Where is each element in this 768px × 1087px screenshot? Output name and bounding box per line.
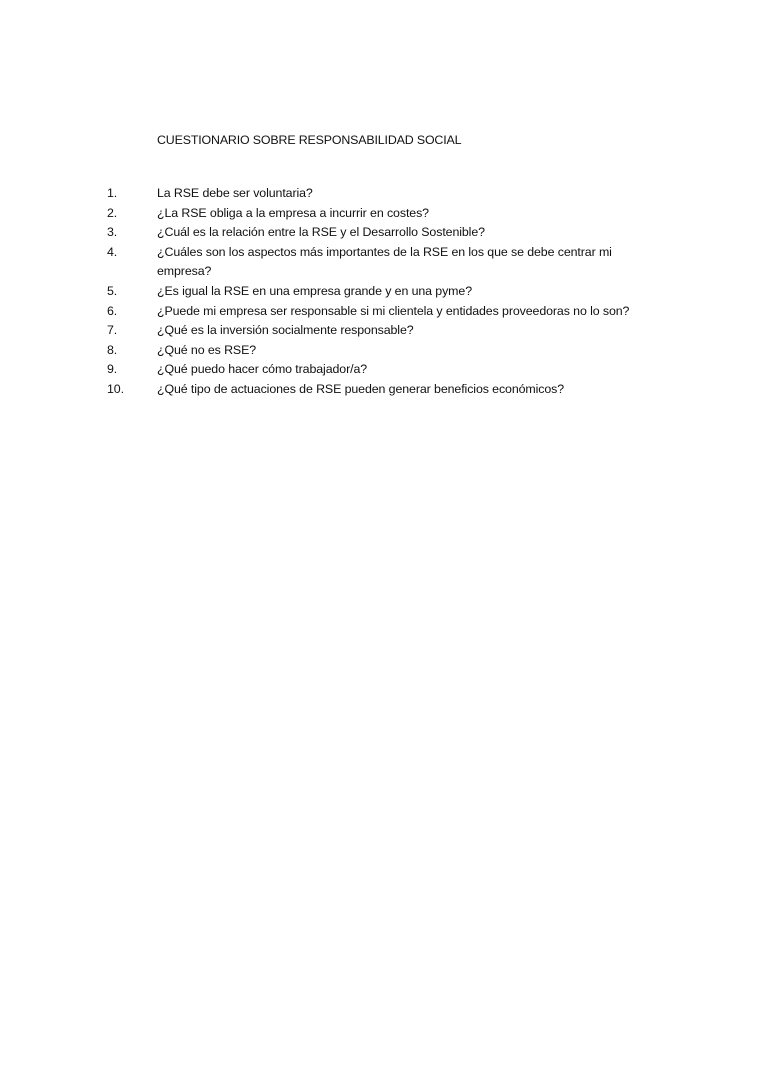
question-item <box>107 380 667 400</box>
question-number: 7. <box>107 323 118 338</box>
question-item <box>107 302 667 322</box>
question-number: 9. <box>107 362 118 377</box>
question-number: 3. <box>107 225 118 240</box>
question-number: 10. <box>107 381 124 396</box>
question-item <box>107 204 667 224</box>
question-text: ¿Puede mi empresa ser responsable si mi clientela y entidades proveedoras no lo son? <box>157 303 630 318</box>
question-item <box>107 341 667 361</box>
question-text: ¿Es igual la RSE en una empresa grande y en una pyme? <box>157 283 472 298</box>
question-item <box>107 223 667 243</box>
question-text: ¿La RSE obliga a la empresa a incurrir en costes? <box>157 205 429 220</box>
question-text: ¿Qué no es RSE? <box>157 342 257 357</box>
question-item <box>107 243 667 282</box>
question-number: 4. <box>107 244 118 259</box>
question-item <box>107 282 667 302</box>
question-number: 2. <box>107 205 118 220</box>
question-item <box>107 184 667 204</box>
question-number: 8. <box>107 342 118 357</box>
question-text: ¿Qué tipo de actuaciones de RSE pueden generar beneficios económicos? <box>157 381 565 396</box>
question-text: ¿Cuál es la relación entre la RSE y el Desarrollo Sostenible? <box>157 225 485 240</box>
question-list <box>107 184 667 400</box>
document-title: CUESTIONARIO SOBRE RESPONSABILIDAD SOCIAL <box>157 133 462 147</box>
question-text: ¿Cuáles son los aspectos más importantes de la RSE en los que se debe centrar mi empresa? <box>157 244 612 279</box>
question-number: 6. <box>107 303 118 318</box>
question-text: ¿Qué es la inversión socialmente responsable? <box>157 323 414 338</box>
question-number: 5. <box>107 283 118 298</box>
question-item <box>107 360 667 380</box>
question-text: ¿Qué puedo hacer cómo trabajador/a? <box>157 362 368 377</box>
question-text: La RSE debe ser voluntaria? <box>157 186 313 200</box>
question-number: 1. <box>107 186 118 200</box>
question-item <box>107 321 667 341</box>
